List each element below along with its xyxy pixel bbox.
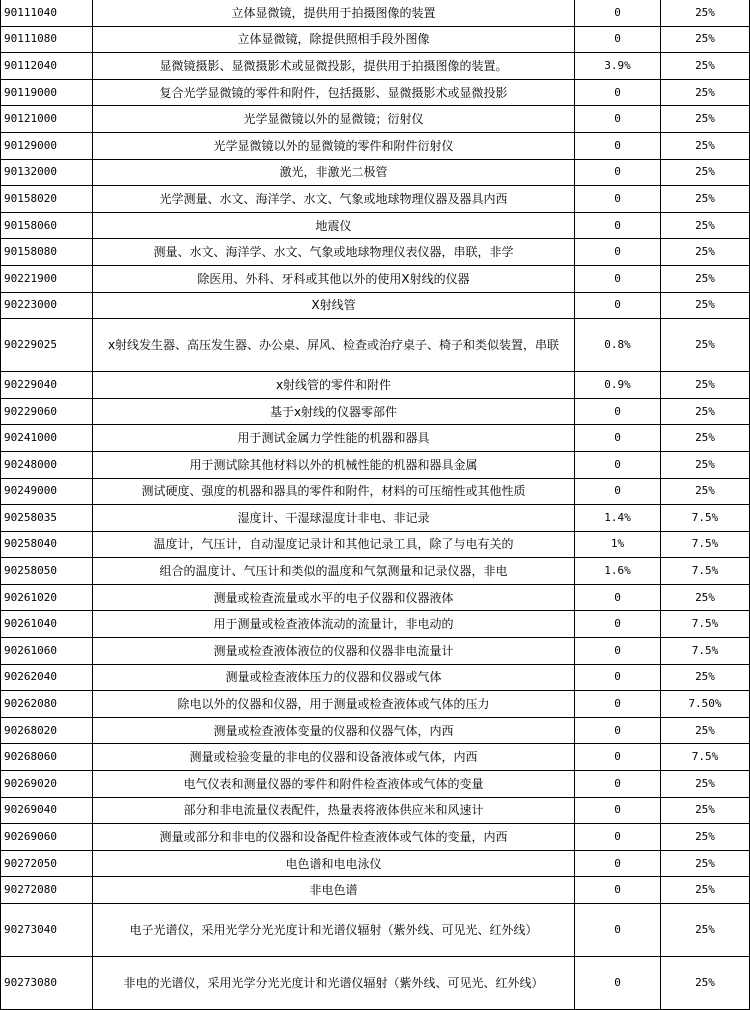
description-cell: 测量或检查液体变量的仪器和仪器气体，内西 bbox=[93, 717, 575, 744]
additional-tariff-cell: 25% bbox=[661, 584, 750, 611]
hs-code-cell: 90268020 bbox=[1, 717, 93, 744]
table-row bbox=[1, 584, 750, 611]
table-row bbox=[1, 292, 750, 319]
additional-tariff-cell: 25% bbox=[661, 425, 750, 452]
description-cell: 立体显微镜，除提供照相手段外图像 bbox=[93, 26, 575, 53]
hs-code-cell: 90269040 bbox=[1, 797, 93, 824]
base-rate-cell: 1.4% bbox=[575, 505, 661, 532]
description-cell: 光学显微镜以外的显微镜的零件和附件衍射仪 bbox=[93, 132, 575, 159]
additional-tariff-cell: 25% bbox=[661, 850, 750, 877]
hs-code-cell: 90249000 bbox=[1, 478, 93, 505]
base-rate-cell: 0.8% bbox=[575, 319, 661, 372]
description-cell: 部分和非电流量仪表配件，热量表将液体供应米和风速计 bbox=[93, 797, 575, 824]
additional-tariff-cell: 25% bbox=[661, 26, 750, 53]
base-rate-cell: 0 bbox=[575, 744, 661, 771]
base-rate-cell: 0 bbox=[575, 212, 661, 239]
base-rate-cell: 0 bbox=[575, 771, 661, 798]
hs-code-cell: 90111080 bbox=[1, 26, 93, 53]
base-rate-cell: 0 bbox=[575, 877, 661, 904]
description-cell: 电气仪表和测量仪器的零件和附件检查液体或气体的变量 bbox=[93, 771, 575, 798]
hs-code-cell: 90223000 bbox=[1, 292, 93, 319]
description-cell: 测试硬度、强度的机器和器具的零件和附件，材料的可压缩性或其他性质 bbox=[93, 478, 575, 505]
hs-code-cell: 90158080 bbox=[1, 239, 93, 266]
hs-code-cell: 90258040 bbox=[1, 531, 93, 558]
description-cell: 光学显微镜以外的显微镜；衍射仪 bbox=[93, 106, 575, 133]
hs-code-cell: 90269020 bbox=[1, 771, 93, 798]
base-rate-cell: 0 bbox=[575, 664, 661, 691]
table-row bbox=[1, 159, 750, 186]
table-row bbox=[1, 717, 750, 744]
description-cell: 测量、水文、海洋学、水文、气象或地球物理仪表仪器，串联，非学 bbox=[93, 239, 575, 266]
description-cell: X射线管 bbox=[93, 292, 575, 319]
hs-code-cell: 90229025 bbox=[1, 319, 93, 372]
table-row bbox=[1, 319, 750, 372]
description-cell: 电色谱和电电泳仪 bbox=[93, 850, 575, 877]
base-rate-cell: 0.9% bbox=[575, 372, 661, 399]
description-cell: 用于测试金属力学性能的机器和器具 bbox=[93, 425, 575, 452]
additional-tariff-cell: 25% bbox=[661, 106, 750, 133]
hs-code-cell: 90158020 bbox=[1, 186, 93, 213]
table-row bbox=[1, 478, 750, 505]
additional-tariff-cell: 25% bbox=[661, 212, 750, 239]
additional-tariff-cell: 25% bbox=[661, 79, 750, 106]
hs-code-cell: 90268060 bbox=[1, 744, 93, 771]
hs-code-cell: 90258050 bbox=[1, 558, 93, 585]
base-rate-cell: 0 bbox=[575, 26, 661, 53]
description-cell: 立体显微镜，提供用于拍摄图像的装置 bbox=[93, 0, 575, 26]
base-rate-cell: 0 bbox=[575, 478, 661, 505]
table-row bbox=[1, 425, 750, 452]
base-rate-cell: 3.9% bbox=[575, 53, 661, 80]
base-rate-cell: 0 bbox=[575, 638, 661, 665]
hs-code-cell: 90261020 bbox=[1, 584, 93, 611]
hs-code-cell: 90129000 bbox=[1, 132, 93, 159]
description-cell: 用于测量或检查液体流动的流量计，非电动的 bbox=[93, 611, 575, 638]
table-row bbox=[1, 505, 750, 532]
hs-code-cell: 90262040 bbox=[1, 664, 93, 691]
additional-tariff-cell: 25% bbox=[661, 771, 750, 798]
additional-tariff-cell: 25% bbox=[661, 372, 750, 399]
description-cell: x射线管的零件和附件 bbox=[93, 372, 575, 399]
table-row bbox=[1, 451, 750, 478]
description-cell: 非电的光谱仪，采用光学分光光度计和光谱仪辐射（紫外线、可见光、红外线） bbox=[93, 957, 575, 1010]
table-row bbox=[1, 957, 750, 1010]
description-cell: 测量或检查流量或水平的电子仪器和仪器液体 bbox=[93, 584, 575, 611]
table-row bbox=[1, 771, 750, 798]
additional-tariff-cell: 25% bbox=[661, 451, 750, 478]
hs-code-cell: 90269060 bbox=[1, 824, 93, 851]
hs-code-cell: 90258035 bbox=[1, 505, 93, 532]
hs-code-cell: 90241000 bbox=[1, 425, 93, 452]
description-cell: x射线发生器、高压发生器、办公桌、屏风、检查或治疗桌子、椅子和类似装置，串联 bbox=[93, 319, 575, 372]
hs-code-cell: 90111040 bbox=[1, 0, 93, 26]
table-row bbox=[1, 904, 750, 957]
table-row bbox=[1, 877, 750, 904]
description-cell: 湿度计、干湿球湿度计非电、非记录 bbox=[93, 505, 575, 532]
table-row bbox=[1, 186, 750, 213]
base-rate-cell: 0 bbox=[575, 292, 661, 319]
additional-tariff-cell: 25% bbox=[661, 319, 750, 372]
base-rate-cell: 0 bbox=[575, 797, 661, 824]
base-rate-cell: 0 bbox=[575, 132, 661, 159]
base-rate-cell: 0 bbox=[575, 79, 661, 106]
table-row bbox=[1, 744, 750, 771]
hs-code-cell: 90132000 bbox=[1, 159, 93, 186]
description-cell: 光学测量、水文、海洋学、水文、气象或地球物理仪器及器具内西 bbox=[93, 186, 575, 213]
table-row bbox=[1, 212, 750, 239]
additional-tariff-cell: 25% bbox=[661, 265, 750, 292]
base-rate-cell: 0 bbox=[575, 824, 661, 851]
hs-code-cell: 90158060 bbox=[1, 212, 93, 239]
hs-code-cell: 90261040 bbox=[1, 611, 93, 638]
description-cell: 激光，非激光二极管 bbox=[93, 159, 575, 186]
description-cell: 温度计，气压计，自动湿度记录计和其他记录工具，除了与电有关的 bbox=[93, 531, 575, 558]
additional-tariff-cell: 25% bbox=[661, 0, 750, 26]
base-rate-cell: 0 bbox=[575, 398, 661, 425]
additional-tariff-cell: 25% bbox=[661, 186, 750, 213]
table-row bbox=[1, 265, 750, 292]
base-rate-cell: 0 bbox=[575, 451, 661, 478]
base-rate-cell: 0 bbox=[575, 0, 661, 26]
additional-tariff-cell: 25% bbox=[661, 797, 750, 824]
table-row bbox=[1, 26, 750, 53]
base-rate-cell: 0 bbox=[575, 850, 661, 877]
base-rate-cell: 0 bbox=[575, 186, 661, 213]
additional-tariff-cell: 25% bbox=[661, 904, 750, 957]
base-rate-cell: 0 bbox=[575, 584, 661, 611]
tariff-table-body bbox=[1, 0, 750, 1010]
additional-tariff-cell: 7.5% bbox=[661, 558, 750, 585]
table-row bbox=[1, 132, 750, 159]
hs-code-cell: 90121000 bbox=[1, 106, 93, 133]
description-cell: 电子光谱仪，采用光学分光光度计和光谱仪辐射（紫外线、可见光、红外线） bbox=[93, 904, 575, 957]
hs-code-cell: 90229040 bbox=[1, 372, 93, 399]
table-row bbox=[1, 0, 750, 26]
additional-tariff-cell: 25% bbox=[661, 664, 750, 691]
description-cell: 测量或检查液体压力的仪器和仪器或气体 bbox=[93, 664, 575, 691]
description-cell: 基于x射线的仪器零部件 bbox=[93, 398, 575, 425]
hs-code-cell: 90272050 bbox=[1, 850, 93, 877]
description-cell: 非电色谱 bbox=[93, 877, 575, 904]
table-row bbox=[1, 372, 750, 399]
description-cell: 组合的温度计、气压计和类似的温度和气氛测量和记录仪器，非电 bbox=[93, 558, 575, 585]
hs-code-cell: 90248000 bbox=[1, 451, 93, 478]
additional-tariff-cell: 25% bbox=[661, 877, 750, 904]
base-rate-cell: 1% bbox=[575, 531, 661, 558]
table-row bbox=[1, 531, 750, 558]
additional-tariff-cell: 7.50% bbox=[661, 691, 750, 718]
base-rate-cell: 0 bbox=[575, 425, 661, 452]
hs-code-cell: 90229060 bbox=[1, 398, 93, 425]
description-cell: 显微镜摄影、显微摄影术或显微投影，提供用于拍摄图像的装置。 bbox=[93, 53, 575, 80]
additional-tariff-cell: 7.5% bbox=[661, 744, 750, 771]
table-row bbox=[1, 638, 750, 665]
additional-tariff-cell: 25% bbox=[661, 132, 750, 159]
additional-tariff-cell: 25% bbox=[661, 398, 750, 425]
hs-code-cell: 90273040 bbox=[1, 904, 93, 957]
additional-tariff-cell: 7.5% bbox=[661, 638, 750, 665]
additional-tariff-cell: 7.5% bbox=[661, 531, 750, 558]
description-cell: 测量或检验变量的非电的仪器和设备液体或气体，内西 bbox=[93, 744, 575, 771]
base-rate-cell: 0 bbox=[575, 691, 661, 718]
table-row bbox=[1, 106, 750, 133]
description-cell: 除医用、外科、牙科或其他以外的使用X射线的仪器 bbox=[93, 265, 575, 292]
description-cell: 除电以外的仪器和仪器，用于测量或检查液体或气体的压力 bbox=[93, 691, 575, 718]
additional-tariff-cell: 25% bbox=[661, 239, 750, 266]
additional-tariff-cell: 25% bbox=[661, 824, 750, 851]
table-row bbox=[1, 797, 750, 824]
table-row bbox=[1, 239, 750, 266]
hs-code-cell: 90273080 bbox=[1, 957, 93, 1010]
description-cell: 地震仪 bbox=[93, 212, 575, 239]
additional-tariff-cell: 25% bbox=[661, 957, 750, 1010]
additional-tariff-cell: 25% bbox=[661, 53, 750, 80]
base-rate-cell: 0 bbox=[575, 106, 661, 133]
hs-code-cell: 90262080 bbox=[1, 691, 93, 718]
base-rate-cell: 0 bbox=[575, 239, 661, 266]
additional-tariff-cell: 25% bbox=[661, 717, 750, 744]
hs-code-cell: 90272080 bbox=[1, 877, 93, 904]
hs-code-cell: 90261060 bbox=[1, 638, 93, 665]
base-rate-cell: 0 bbox=[575, 265, 661, 292]
table-row bbox=[1, 611, 750, 638]
hs-code-cell: 90221900 bbox=[1, 265, 93, 292]
table-row bbox=[1, 850, 750, 877]
table-row bbox=[1, 664, 750, 691]
base-rate-cell: 0 bbox=[575, 159, 661, 186]
additional-tariff-cell: 25% bbox=[661, 292, 750, 319]
description-cell: 复合光学显微镜的零件和附件，包括摄影、显微摄影术或显微投影 bbox=[93, 79, 575, 106]
table-row bbox=[1, 824, 750, 851]
table-row bbox=[1, 558, 750, 585]
base-rate-cell: 0 bbox=[575, 957, 661, 1010]
description-cell: 测量或部分和非电的仪器和设备配件检查液体或气体的变量，内西 bbox=[93, 824, 575, 851]
additional-tariff-cell: 7.5% bbox=[661, 611, 750, 638]
base-rate-cell: 0 bbox=[575, 717, 661, 744]
table-row bbox=[1, 53, 750, 80]
additional-tariff-cell: 25% bbox=[661, 159, 750, 186]
description-cell: 测量或检查液体液位的仪器和仪器非电流量计 bbox=[93, 638, 575, 665]
hs-code-cell: 90119000 bbox=[1, 79, 93, 106]
hs-code-cell: 90112040 bbox=[1, 53, 93, 80]
description-cell: 用于测试除其他材料以外的机械性能的机器和器具金属 bbox=[93, 451, 575, 478]
table-row bbox=[1, 691, 750, 718]
base-rate-cell: 0 bbox=[575, 611, 661, 638]
additional-tariff-cell: 7.5% bbox=[661, 505, 750, 532]
table-row bbox=[1, 398, 750, 425]
table-row bbox=[1, 79, 750, 106]
base-rate-cell: 1.6% bbox=[575, 558, 661, 585]
additional-tariff-cell: 25% bbox=[661, 478, 750, 505]
base-rate-cell: 0 bbox=[575, 904, 661, 957]
